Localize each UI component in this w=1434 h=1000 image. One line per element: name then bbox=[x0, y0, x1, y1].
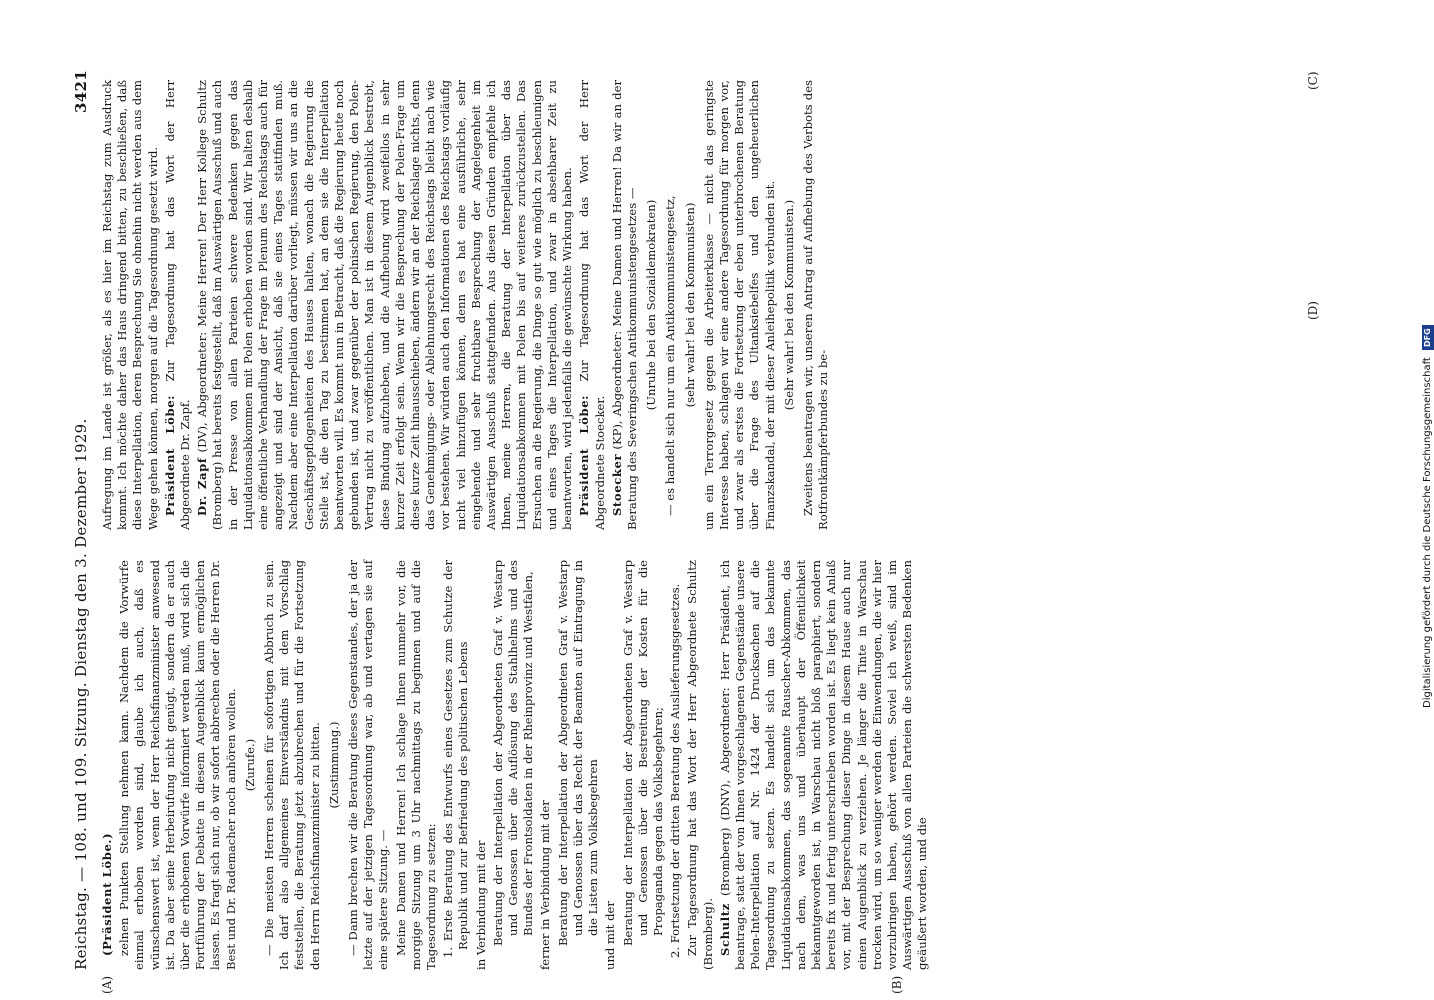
speech-text: Zur Tagesordnung hat das Wort der Herr Abgeordnete Stoecker. bbox=[577, 80, 607, 530]
text-paragraph: in Verbindung mit der bbox=[473, 840, 488, 970]
speech-text: Zur Tagesordnung hat das Wort der Herr Abgeordnete Dr. Zapf. bbox=[162, 80, 193, 530]
speaker-name: (Präsident Löbe.) bbox=[100, 832, 114, 956]
speaker-name: Präsident Löbe: bbox=[577, 394, 592, 516]
text-paragraph: Beratung der Interpellation der Abgeordneten Graf v. Westarp und Genossen über die Auflösung des Stahlhelms und des Bundes der Frontsoldaten in der Rheinprovinz und Westfalen, bbox=[490, 560, 536, 946]
text-paragraph: 2. Fortsetzung der dritten Beratung des Auslieferungsgesetzes. bbox=[668, 583, 683, 958]
funding-text: Digitalisierung gefördert durch die Deutsche Forschungsgemeinschaft bbox=[1422, 357, 1433, 708]
speech-paragraph bbox=[718, 560, 931, 970]
funding-note bbox=[1422, 8, 1434, 708]
speech-paragraph bbox=[610, 80, 640, 530]
text-paragraph: — Die meisten Herren scheinen für sofortigen Abbruch zu sein. Ich darf also allgemeines Einverständnis mit dem Vorschlag feststellen, die Beratung jetzt abzubrechen und für die Fortsetzung den Herrn Reichsfinanzminister zu bitten. bbox=[262, 560, 322, 970]
speaker-name: Präsident Löbe: bbox=[162, 394, 177, 516]
text-paragraph: und mit der bbox=[603, 901, 618, 970]
speech-paragraph bbox=[100, 560, 115, 970]
speaker-name: Stoecker bbox=[609, 453, 624, 516]
right-column bbox=[100, 80, 833, 530]
speaker-name: Dr. Zapf bbox=[195, 457, 210, 516]
speech-paragraph bbox=[195, 80, 575, 530]
rotated-page-content bbox=[70, 70, 1330, 994]
digitization-sidebar bbox=[1422, 8, 1434, 708]
margin-letter-b: (B) bbox=[890, 975, 904, 994]
text-paragraph: um ein Terrorgesetz gegen die Arbeiterklasse — nicht das geringste Interesse haben, schlagen wir eine andere Tagesordnung für morgen vor, und zwar als erstes die Fortsetzung der eben unterbrochenen Beratung über die Frage des Ultanksiebelfes und den ungeheuerlichen Finanzskandal, der mit dieser Anleihepolitik verbunden ist. bbox=[701, 80, 777, 530]
text-paragraph: — es handelt sich nur um ein Antikommunistengesetz, bbox=[663, 195, 678, 516]
speech-paragraph bbox=[577, 80, 607, 530]
text-paragraph: Zur Tagesordnung hat das Wort der Herr Abgeordnete Schultz (Bromberg). bbox=[685, 560, 715, 970]
text-paragraph: Beratung der Interpellation der Abgeordneten Graf v. Westarp und Genossen über die Bestreitung der Kosten für die Propaganda gegen das Volksbegehren; bbox=[620, 560, 665, 946]
margin-letter-d: (D) bbox=[1306, 301, 1320, 320]
speech-paragraph bbox=[163, 80, 193, 530]
interjection: (Zustimmung.) bbox=[326, 721, 341, 809]
speech-text: (Bromberg) (DNV), Abgeordneter: Herr Präsident, ich beantrage, statt der von Ihnen vorgeschlagenen Gegenstände unsere Polen-Interpellation auf Nr. 1424 der Drucksachen auf die Tagesordnung zu setzen. Es handelt sich um das bekannte Liquidationsabkommen, das sogenannte Rauscher-Abkommen, das nach dem, was uns und überhaupt der Öffentlichkeit bekanntgeworden ist, in Warschau nicht bloß paraphiert, sondern bereits fix und fertig unterschrieben worden ist. Es liegt kein Anlaß vor, mit der Besprechung dieser Dinge in diesem Hause auch nur einen Augenblick zu verziehen. Je länger die Tinte in Warschau trocken wird, um so weniger werden die Einwendungen, die wir hier vorzubringen haben, gehört werden. Soviel ich weiß, sind im Auswärtigen Ausschuß von allen Parteien die schwersten Bedenken geäußert worden, und die bbox=[717, 560, 930, 970]
header-title: Reichstag. — 108. und 109. Sitzung. Dienstag den 3. Dezember 1929. bbox=[72, 418, 90, 970]
text-paragraph: ferner in Verbindung mit der bbox=[538, 800, 553, 970]
page-number: 3421 bbox=[72, 70, 90, 113]
text-paragraph: zelnen Punkten Stellung nehmen kann. Nachdem die Vorwürfe einmal erhoben worden sind, glaube ich auch, daß es wünschenswert ist, wenn der Herr Reichsfinanzminister anwesend ist. Da aber seine Herbeirufung nicht genügt, sondern da er auch über die erhobenen Vorwürfe informiert werden muß, wird sich die Fortführung der Debatte in diesem Augenblick kaum ermöglichen lassen. Es fragt sich nur, ob wir sofort abbrechen oder die Herren Dr. Best und Dr. Rademacher noch anhören wollen. bbox=[117, 560, 238, 970]
text-paragraph: — Dann brechen wir die Beratung dieses Gegenstandes, der ja der letzte auf der jetzigen Tagesordnung war, ab und vertagen sie auf eine spätere Sitzung. — bbox=[346, 560, 391, 970]
interjection: (sehr wahr! bei den Kommunisten) bbox=[682, 202, 697, 408]
left-column bbox=[100, 560, 933, 970]
text-paragraph: 1. Erste Beratung des Entwurfs eines Gesetzes zum Schutze der Republik und zur Befriedung des politischen Lebens bbox=[441, 560, 471, 958]
speech-text: (KP), Abgeordneter: Meine Damen und Herren! Da wir an der Beratung des Severingschen Antikommunistengesetzes — bbox=[609, 80, 639, 530]
speech-text: (DV), Abgeordneter: Meine Herren! Der Herr Kollege Schultz (Bromberg) hat bereits festgestellt, daß im Auswärtigen Ausschuß und auch in der Presse von allen Parteien schwere Bedenken gegen das Liquidationsabkommen mit Polen erhoben worden sind. Wir halten deshalb eine öffentliche Verhandlung der Frage im Plenum des Reichstags auch für angezeigt und sind der Ansicht, daß sie eines Tages stattfinden muß. Nachdem aber eine Interpellation darüber vorliegt, müssen wir uns an die Geschäftsgepflogenheiten des Hauses halten, wonach die Regierung die Stelle ist, die den Tag zu bestimmen hat, an dem sie die Interpellation beantworten will. Es kommt nun in Betracht, daß die Regierung heute noch gebunden ist, und zwar gegenüber der polnischen Regierung, den Polen-Vertrag nicht zu veröffentlichen. Man ist in diesem Augenblick bestrebt, diese Bindung aufzuheben, und die Aufhebung wird zweifellos in sehr kurzer Zeit erfolgt sein. Wenn wir die Besprechung der Polen-Frage um diese kurze Zeit hinausschieben, ändern wir an der Reichslage nichts, denn das Genehmigungs- oder Ablehnungsrecht des Reichstags bleibt nach wie vor bestehen. Wir würden auch den Informationen des Reichstags vorläufig nicht viel hinzufügen können, denn es hat eine ausführliche, sehr eingehende und sehr fruchtbare Besprechung der Angelegenheit im Auswärtigen Ausschuß stattgefunden. Aus diesen Gründen empfehle ich Ihnen, meine Herren, die Beratung der Interpellation über das Liquidationsabkommen mit Polen bis auf weiteres zurückzustellen. Das Ersuchen an die Regierung, die Dinge so gut wie möglich zu beschleunigen und eines Tages die Interpellation, und zwar in absehbarer Zeit zu beantworten, wird jedenfalls die gewünschte Wirkung haben. bbox=[195, 80, 575, 530]
interjection: (Zurufe.) bbox=[242, 738, 257, 792]
running-header bbox=[70, 70, 96, 970]
interjection: (Unruhe bei den Sozialdemokraten) bbox=[644, 199, 659, 411]
text-paragraph: Aufregung im Lande ist größer, als es hier im Reichstag zum Ausdruck kommt. Ich möchte daher das Haus dringend bitten, zu beschließen, daß diese Interpellation, deren Besprechung Sie ohnehin nicht werden aus dem Wege gehen können, morgen auf die Tagesordnung gesetzt wird. bbox=[100, 80, 160, 530]
text-paragraph: Zweitens beantragen wir, unseren Antrag auf Aufhebung des Verbots des Rotfrontkämpferbundes zu be- bbox=[800, 80, 831, 530]
margin-letter-c: (C) bbox=[1306, 71, 1320, 90]
text-paragraph: Beratung der Interpellation der Abgeordneten Graf v. Westarp und Genossen über das Recht der Beamten auf Eintragung in die Listen zum Volksbegehren bbox=[555, 560, 601, 946]
interjection: (Sehr wahr! bei den Kommunisten.) bbox=[781, 199, 796, 411]
text-paragraph: Meine Damen und Herren! Ich schlage Ihnen nunmehr vor, die morgige Sitzung um 3 Uhr nachmittags zu beginnen und auf die Tagesordnung zu setzen: bbox=[393, 560, 439, 970]
dfg-logo: DFG bbox=[1422, 325, 1434, 350]
speaker-name: Schultz bbox=[717, 903, 732, 956]
margin-letter-a: (A) bbox=[100, 975, 114, 994]
